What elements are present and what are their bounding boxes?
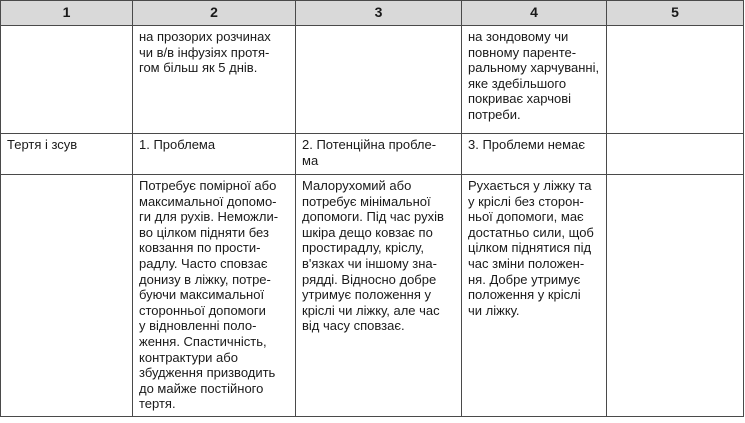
table-cell: на прозорих розчинах чи в/в інфузіях протя- гом більш як 5 днів.: [133, 26, 296, 134]
table-cell: Малорухомий або потребує мінімальної допомоги. Під час рухів шкіра дещо ковзає по простирадлу, кріслу, в'язках чи іншому зна- рядді. Відносно добре утримує положення у кріслі чи ліжку, але час від часу сповзає.: [296, 175, 462, 417]
column-header: 4: [462, 1, 607, 26]
column-header: 1: [1, 1, 133, 26]
table-row: [1, 134, 744, 175]
table-cell: Потребує помірної або максимальної допомо- ги для рухів. Неможли- во цілком підняти без ковзання по прости- радлу. Часто сповзає донизу в ліжку, потре- буючи максимальної сторонньої допомоги у відновленні поло- ження. Спастичність, контрактури або збудження призводить до майже постійного тертя.: [133, 175, 296, 417]
table-cell: [1, 26, 133, 134]
table-cell: [607, 134, 744, 175]
column-header: 3: [296, 1, 462, 26]
table-cell: Рухається у ліжку та у кріслі без сторон- ньої допомоги, має достатньо сили, щоб цілком піднятися під час зміни положен- ня. Добре утримує положення у кріслі чи ліжку.: [462, 175, 607, 417]
table-row: [1, 175, 744, 417]
table-cell: [607, 26, 744, 134]
table-header-row: [1, 1, 744, 26]
table-cell: 3. Проблеми немає: [462, 134, 607, 175]
table-row: [1, 26, 744, 134]
table-cell: [1, 175, 133, 417]
column-header: 2: [133, 1, 296, 26]
table-cell: 2. Потенційна пробле- ма: [296, 134, 462, 175]
table-cell: на зондовому чи повному паренте- ральному харчуванні, яке здебільшого покриває харчові потреби.: [462, 26, 607, 134]
table-cell: [607, 175, 744, 417]
table-cell: 1. Проблема: [133, 134, 296, 175]
table-cell: [296, 26, 462, 134]
row-label: Тертя і зсув: [1, 134, 133, 175]
column-header: 5: [607, 1, 744, 26]
